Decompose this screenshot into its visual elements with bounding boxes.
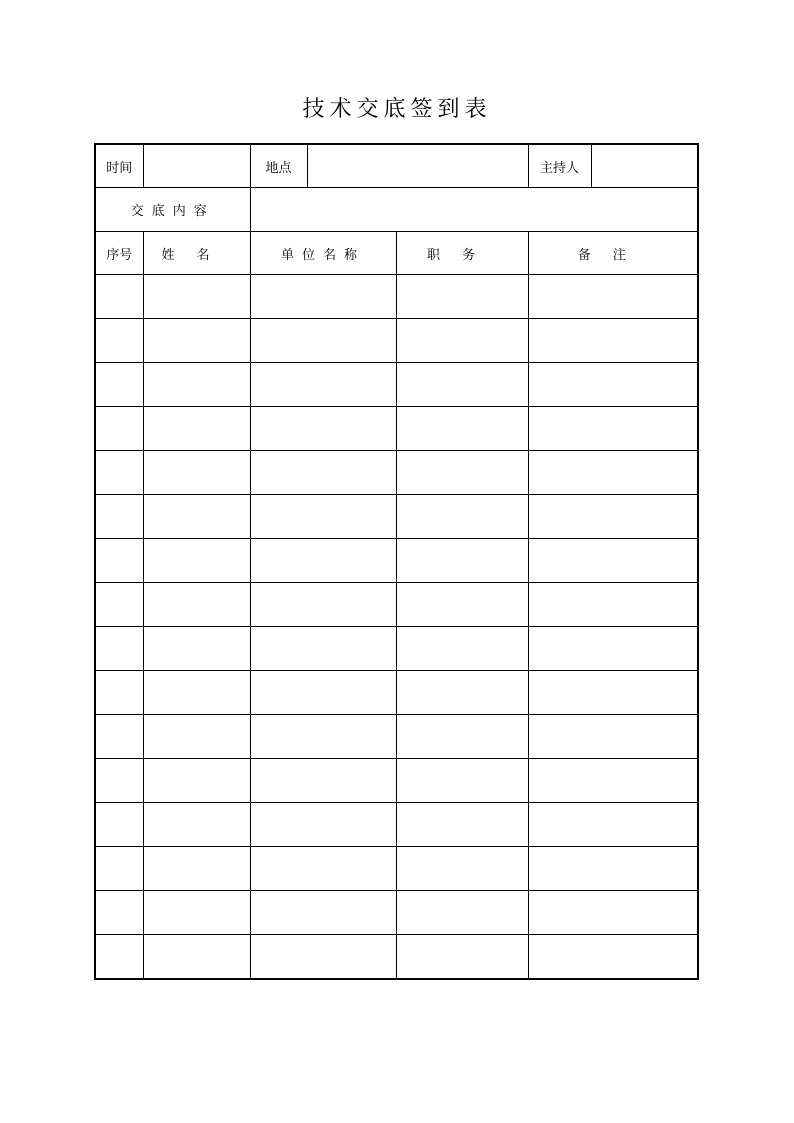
cell-index[interactable] (95, 495, 143, 539)
cell-remarks[interactable] (528, 671, 698, 715)
cell-name[interactable] (143, 495, 250, 539)
location-label: 地点 (250, 144, 307, 188)
cell-remarks[interactable] (528, 803, 698, 847)
table-row (95, 759, 698, 803)
cell-remarks[interactable] (528, 319, 698, 363)
table-row (95, 803, 698, 847)
cell-name[interactable] (143, 627, 250, 671)
cell-name[interactable] (143, 847, 250, 891)
cell-unit[interactable] (250, 583, 396, 627)
table-row (95, 495, 698, 539)
cell-remarks[interactable] (528, 451, 698, 495)
table-row (95, 847, 698, 891)
cell-name[interactable] (143, 539, 250, 583)
cell-position[interactable] (396, 539, 528, 583)
cell-name[interactable] (143, 935, 250, 980)
cell-unit[interactable] (250, 671, 396, 715)
cell-unit[interactable] (250, 407, 396, 451)
host-field[interactable] (591, 144, 698, 188)
cell-unit[interactable] (250, 891, 396, 935)
cell-unit[interactable] (250, 803, 396, 847)
cell-index[interactable] (95, 539, 143, 583)
cell-position[interactable] (396, 759, 528, 803)
table-row (95, 451, 698, 495)
cell-unit[interactable] (250, 319, 396, 363)
cell-position[interactable] (396, 891, 528, 935)
cell-remarks[interactable] (528, 363, 698, 407)
cell-index[interactable] (95, 627, 143, 671)
cell-unit[interactable] (250, 451, 396, 495)
cell-position[interactable] (396, 803, 528, 847)
column-header-row (95, 232, 698, 275)
cell-position[interactable] (396, 495, 528, 539)
cell-unit[interactable] (250, 935, 396, 980)
content-field[interactable] (250, 188, 698, 232)
sign-in-table (94, 143, 699, 980)
cell-name[interactable] (143, 803, 250, 847)
table-row (95, 935, 698, 980)
table-row (95, 319, 698, 363)
cell-name[interactable] (143, 363, 250, 407)
table-row (95, 407, 698, 451)
column-header-name: 姓名 (143, 232, 250, 275)
cell-position[interactable] (396, 715, 528, 759)
cell-index[interactable] (95, 891, 143, 935)
cell-index[interactable] (95, 671, 143, 715)
cell-position[interactable] (396, 275, 528, 319)
cell-name[interactable] (143, 451, 250, 495)
content-label: 交底内容 (95, 188, 250, 232)
cell-remarks[interactable] (528, 891, 698, 935)
cell-position[interactable] (396, 627, 528, 671)
table-row (95, 671, 698, 715)
cell-remarks[interactable] (528, 935, 698, 980)
table-row (95, 627, 698, 671)
cell-remarks[interactable] (528, 715, 698, 759)
cell-name[interactable] (143, 319, 250, 363)
cell-index[interactable] (95, 363, 143, 407)
cell-position[interactable] (396, 451, 528, 495)
location-field[interactable] (307, 144, 528, 188)
document-title: 技术交底签到表 (302, 97, 492, 122)
cell-remarks[interactable] (528, 583, 698, 627)
cell-index[interactable] (95, 935, 143, 980)
cell-unit[interactable] (250, 539, 396, 583)
cell-index[interactable] (95, 583, 143, 627)
cell-remarks[interactable] (528, 759, 698, 803)
cell-name[interactable] (143, 275, 250, 319)
cell-unit[interactable] (250, 275, 396, 319)
cell-remarks[interactable] (528, 407, 698, 451)
cell-index[interactable] (95, 319, 143, 363)
table-row (95, 539, 698, 583)
content-row (95, 188, 698, 232)
cell-unit[interactable] (250, 759, 396, 803)
cell-index[interactable] (95, 847, 143, 891)
cell-remarks[interactable] (528, 275, 698, 319)
cell-unit[interactable] (250, 847, 396, 891)
cell-unit[interactable] (250, 363, 396, 407)
table-row (95, 891, 698, 935)
host-label: 主持人 (528, 144, 591, 188)
column-header-unit: 单位名称 (250, 232, 396, 275)
column-header-position: 职务 (396, 232, 528, 275)
cell-index[interactable] (95, 715, 143, 759)
cell-name[interactable] (143, 891, 250, 935)
info-row (95, 144, 698, 188)
cell-unit[interactable] (250, 715, 396, 759)
time-field[interactable] (143, 144, 250, 188)
cell-unit[interactable] (250, 495, 396, 539)
cell-index[interactable] (95, 803, 143, 847)
cell-remarks[interactable] (528, 539, 698, 583)
cell-name[interactable] (143, 671, 250, 715)
cell-name[interactable] (143, 583, 250, 627)
cell-unit[interactable] (250, 627, 396, 671)
column-header-remarks: 备注 (528, 232, 698, 275)
cell-name[interactable] (143, 759, 250, 803)
cell-remarks[interactable] (528, 495, 698, 539)
cell-position[interactable] (396, 319, 528, 363)
cell-position[interactable] (396, 363, 528, 407)
cell-index[interactable] (95, 407, 143, 451)
cell-position[interactable] (396, 671, 528, 715)
column-header-index: 序号 (95, 232, 143, 275)
table-row (95, 715, 698, 759)
cell-name[interactable] (143, 715, 250, 759)
cell-position[interactable] (396, 407, 528, 451)
cell-position[interactable] (396, 583, 528, 627)
cell-position[interactable] (396, 935, 528, 980)
cell-remarks[interactable] (528, 627, 698, 671)
cell-position[interactable] (396, 847, 528, 891)
cell-index[interactable] (95, 275, 143, 319)
cell-index[interactable] (95, 451, 143, 495)
cell-remarks[interactable] (528, 847, 698, 891)
table-row (95, 275, 698, 319)
cell-index[interactable] (95, 759, 143, 803)
time-label: 时间 (95, 144, 143, 188)
cell-name[interactable] (143, 407, 250, 451)
table-row (95, 583, 698, 627)
table-row (95, 363, 698, 407)
